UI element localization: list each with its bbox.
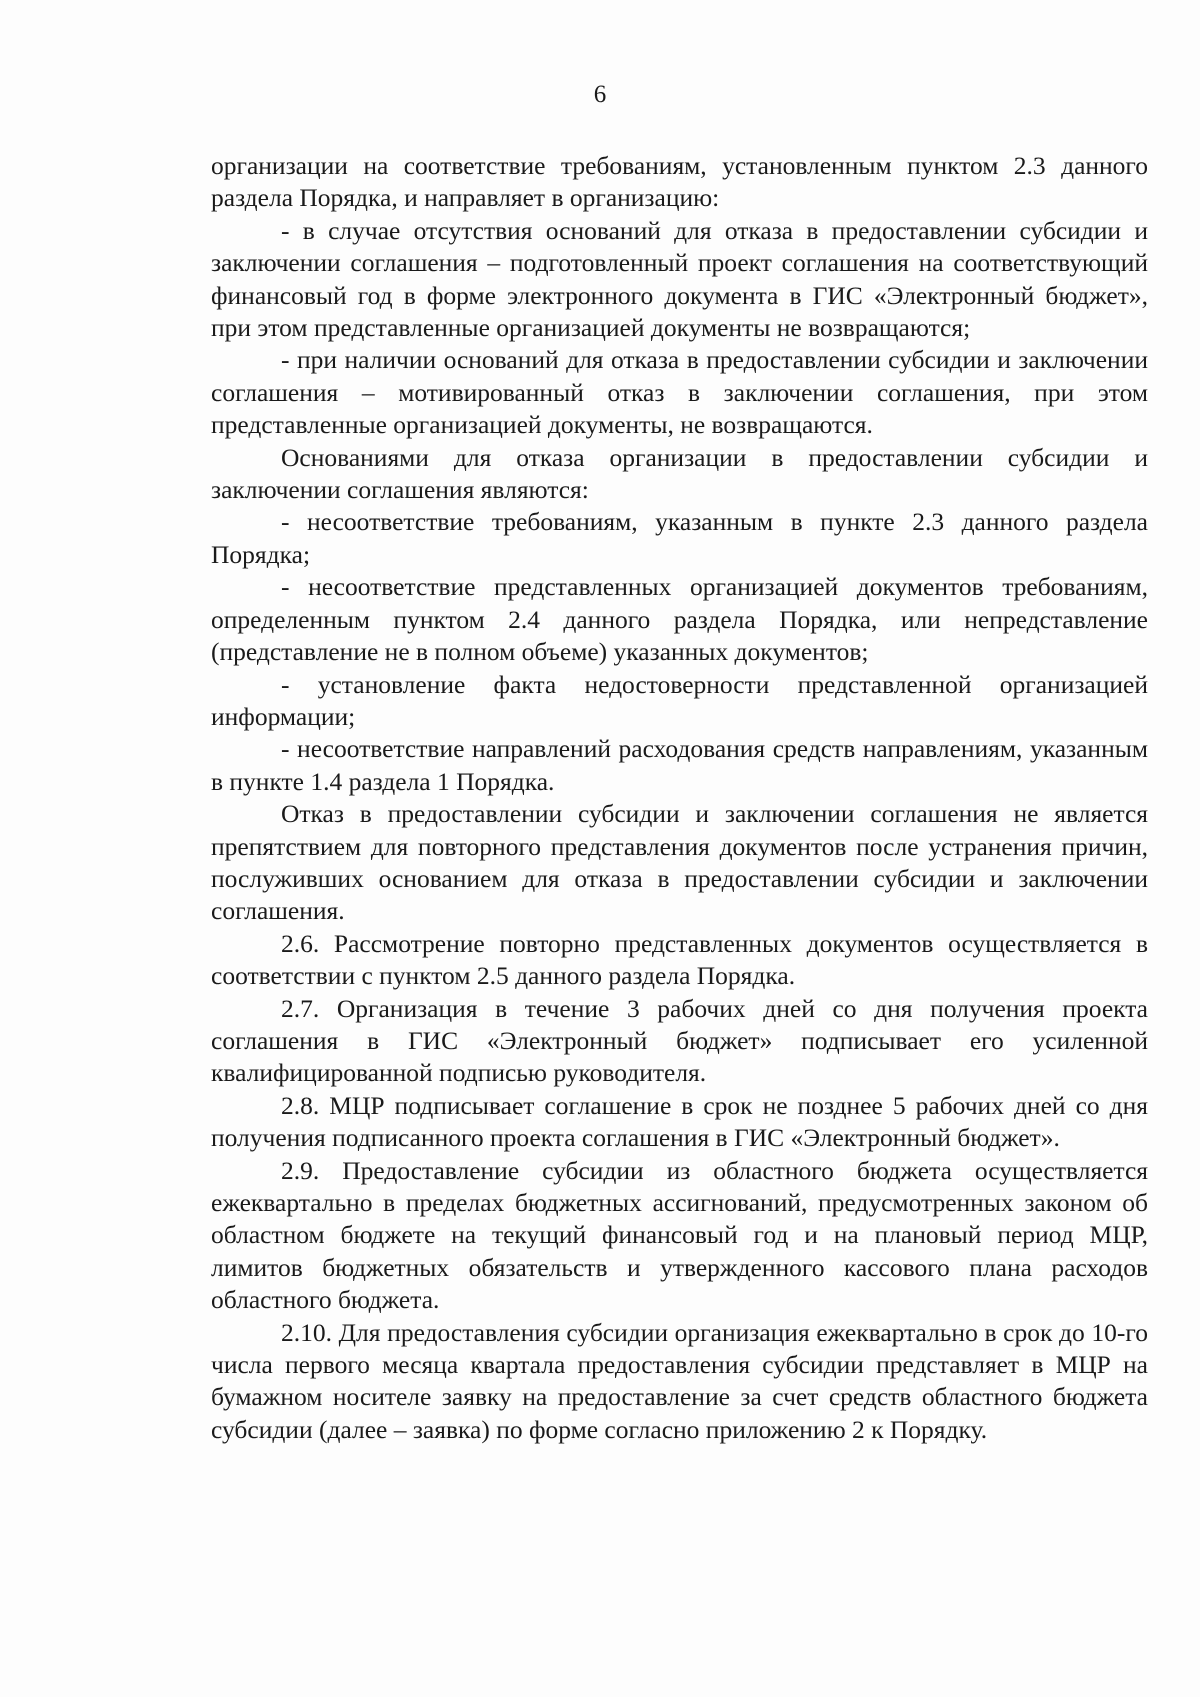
paragraph-no-grounds-case: - в случае отсутствия оснований для отказа в предоставлении субсидии и заключении соглашения – подготовленный проект соглашения на соответствующий финансовый год в форме электронного документа в ГИС «Электронный бюджет», при этом представленные организацией документы не возвращаются; — [211, 215, 1148, 343]
paragraph-refusal-ground-4: - несоответствие направлений расходования средств направлениям, указанным в пункте 1.4 раздела 1 Порядка. — [211, 734, 1148, 796]
paragraph-grounds-case: - при наличии оснований для отказа в предоставлении субсидии и заключении соглашения – мотивированный отказ в заключении соглашения, при этом представленные организацией документы, не возвращаются. — [211, 345, 1148, 440]
document-body — [211, 150, 1148, 1446]
paragraph-refusal-ground-3: - установление факта недостоверности представленной организацией информации; — [211, 669, 1148, 731]
paragraph-refusal-not-obstacle: Отказ в предоставлении субсидии и заключении соглашения не является препятствием для повторного представления документов после устранения причин, послуживших основанием для отказа в предоставлении субсидии и заключении соглашения. — [211, 799, 1148, 926]
paragraph-continuation: организации на соответствие требованиям, установленным пунктом 2.3 данного раздела Порядка, и направляет в организацию: — [211, 151, 1148, 213]
paragraph-2-7: 2.7. Организация в течение 3 рабочих дней со дня получения проекта соглашения в ГИС «Электронный бюджет» подписывает его усиленной квалифицированной подписью руководителя. — [211, 993, 1148, 1088]
paragraph-2-9: 2.9. Предоставление субсидии из областного бюджета осуществляется ежеквартально в пределах бюджетных ассигнований, предусмотренных законом об областном бюджете на текущий финансовый год и на плановый период МЦР, лимитов бюджетных обязательств и утвержденного кассового плана расходов областного бюджета. — [211, 1155, 1148, 1315]
paragraph-refusal-grounds-intro: Основаниями для отказа организации в предоставлении субсидии и заключении соглашения являются: — [211, 442, 1148, 505]
paragraph-2-6: 2.6. Рассмотрение повторно представленных документов осуществляется в соответствии с пунктом 2.5 данного раздела Порядка. — [211, 928, 1148, 991]
paragraph-refusal-ground-2: - несоответствие представленных организацией документов требованиям, определенным пунктом 2.4 данного раздела Порядка, или непредставление (представление не в полном объеме) указанных документов; — [211, 572, 1148, 667]
page-number: 6 — [593, 81, 607, 108]
paragraph-2-10: 2.10. Для предоставления субсидии организация ежеквартально в срок до 10-го числа первого месяца квартала предоставления субсидии представляет в МЦР на бумажном носителе заявку на предоставление за счет средств областного бюджета субсидии (далее – заявка) по форме согласно приложению 2 к Порядку. — [211, 1317, 1148, 1444]
paragraph-refusal-ground-1: - несоответствие требованиям, указанным в пункте 2.3 данного раздела Порядка; — [211, 507, 1148, 569]
paragraph-2-8: 2.8. МЦР подписывает соглашение в срок не позднее 5 рабочих дней со дня получения подписанного проекта соглашения в ГИС «Электронный бюджет». — [211, 1090, 1148, 1153]
